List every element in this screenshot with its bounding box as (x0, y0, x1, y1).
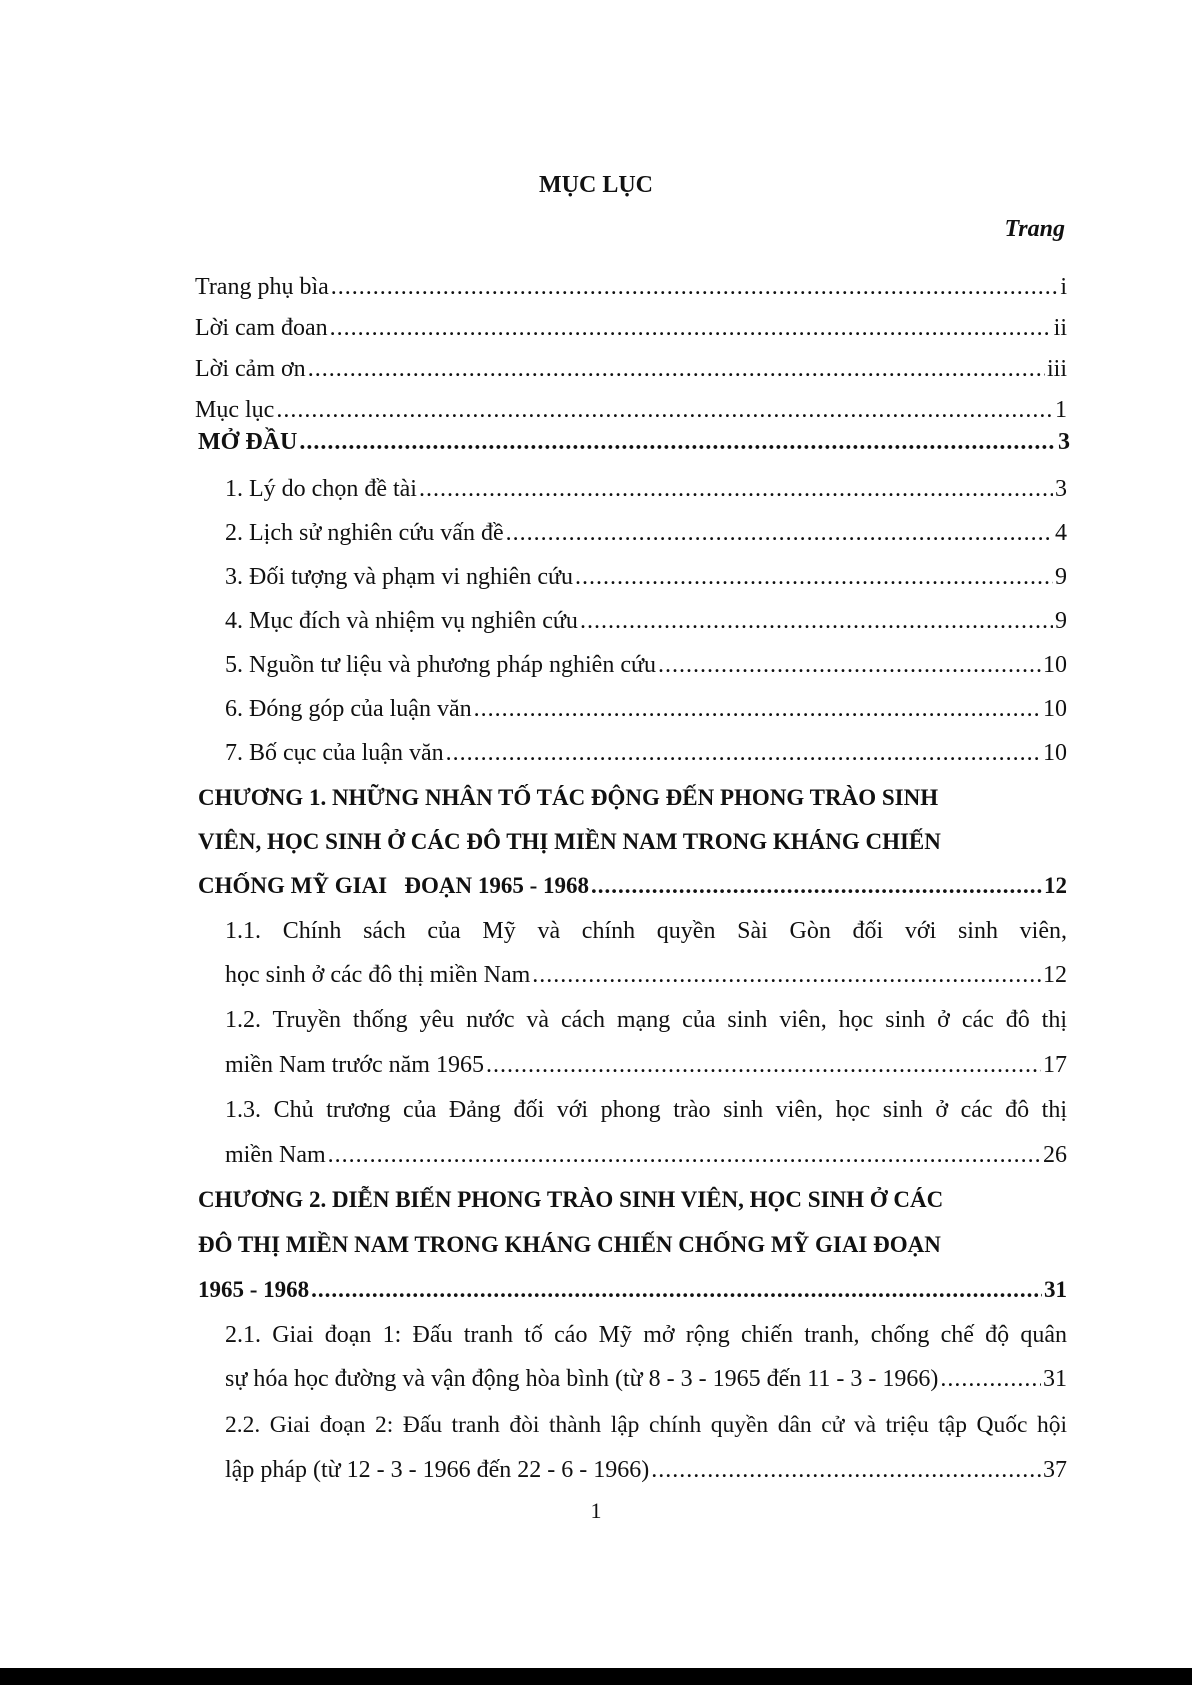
toc-subentry (225, 738, 1067, 768)
toc-entry-text: sự hóa học đường và vận động hòa bình (từ 8 - 3 - 1965 đến 11 - 3 - 1966) (225, 1366, 939, 1392)
toc-entry-text: 7. Bố cục của luận văn (225, 740, 444, 766)
toc-entry-front-matter (195, 313, 1067, 343)
dot-leader (419, 474, 1053, 504)
toc-chapter2-title-line3 (198, 1275, 1067, 1305)
toc-entry-page: 10 (1043, 652, 1067, 678)
toc-entry-text: 1965 - 1968 (198, 1277, 310, 1302)
toc-subentry (225, 1140, 1067, 1170)
toc-entry-text: 1. Lý do chọn đề tài (225, 476, 417, 502)
toc-entry-text: Mục lục (195, 397, 275, 423)
toc-entry-page: 26 (1043, 1142, 1067, 1168)
toc-entry-text: miền Nam (225, 1142, 326, 1168)
dot-leader (651, 1455, 1041, 1485)
toc-subentry (225, 960, 1067, 990)
toc-entry-page: 37 (1043, 1457, 1067, 1483)
toc-subentry-line1: 2.1. Giai đoạn 1: Đấu tranh tố cáo Mỹ mở rộng chiến tranh, chống chế độ quân (225, 1322, 1067, 1348)
toc-subentry (225, 606, 1067, 636)
toc-entry-text: Lời cảm ơn (195, 356, 306, 382)
toc-subentry-line1: 1.1. Chính sách của Mỹ và chính quyền Sài Gòn đối với sinh viên, (225, 918, 1067, 944)
toc-entry-front-matter (195, 272, 1067, 302)
toc-subentry-line1: 1.2. Truyền thống yêu nước và cách mạng của sinh viên, học sinh ở các đô thị (225, 1007, 1067, 1033)
toc-chapter2-title-line1: CHƯƠNG 2. DIỄN BIẾN PHONG TRÀO SINH VIÊN, HỌC SINH Ở CÁC (198, 1187, 944, 1212)
toc-entry-text: học sinh ở các đô thị miền Nam (225, 962, 531, 988)
dot-leader (940, 1364, 1041, 1394)
toc-entry-page: 12 (1043, 962, 1067, 988)
toc-entry-page: 12 (1044, 873, 1067, 898)
toc-entry-page: 9 (1055, 608, 1067, 634)
toc-entry-page: 3 (1058, 429, 1070, 455)
toc-entry-page: iii (1046, 356, 1067, 382)
toc-subentry-line1: 2.2. Giai đoạn 2: Đấu tranh đòi thành lập chính quyền dân cử và triệu tập Quốc hội (225, 1412, 1067, 1438)
toc-entry-front-matter (195, 354, 1067, 384)
toc-entry-page: 10 (1043, 696, 1067, 722)
toc-subentry (225, 518, 1067, 548)
dot-leader (299, 427, 1056, 457)
toc-entry-page: 3 (1055, 476, 1067, 502)
toc-subentry (225, 474, 1067, 504)
toc-entry-text: Trang phụ bìa (195, 274, 329, 300)
toc-entry-text: 2. Lịch sử nghiên cứu vấn đề (225, 520, 504, 546)
dot-leader (330, 313, 1052, 343)
dot-leader (331, 272, 1059, 302)
toc-entry-text: 5. Nguồn tư liệu và phương pháp nghiên cứu (225, 652, 656, 678)
toc-subentry (225, 650, 1067, 680)
dot-leader (658, 650, 1041, 680)
bottom-border-bar (0, 1668, 1192, 1685)
toc-title: MỤC LỤC (539, 172, 653, 198)
toc-entry-page: 31 (1044, 1277, 1067, 1302)
toc-entry-front-matter (195, 395, 1067, 425)
dot-leader (580, 606, 1053, 636)
toc-entry-text: lập pháp (từ 12 - 3 - 1966 đến 22 - 6 - 1966) (225, 1457, 650, 1483)
toc-entry-text: Lời cam đoan (195, 315, 328, 341)
toc-entry-text: miền Nam trước năm 1965 (225, 1052, 484, 1078)
dot-leader (446, 738, 1041, 768)
toc-subentry (225, 694, 1067, 724)
page-number: 1 (590, 1498, 602, 1523)
toc-subentry (225, 562, 1067, 592)
dot-leader (308, 354, 1045, 384)
toc-chapter1-title-line1: CHƯƠNG 1. NHỮNG NHÂN TỐ TÁC ĐỘNG ĐẾN PHONG TRÀO SINH (198, 785, 939, 810)
toc-entry-page: ii (1053, 315, 1067, 341)
toc-entry-page: 9 (1055, 564, 1067, 590)
toc-entry-text: 3. Đối tượng và phạm vi nghiên cứu (225, 564, 573, 590)
toc-entry-text: 6. Đóng góp của luận văn (225, 696, 472, 722)
dot-leader (328, 1140, 1041, 1170)
toc-entry-page: 17 (1043, 1052, 1067, 1078)
toc-subentry-line1: 1.3. Chủ trương của Đảng đối với phong trào sinh viên, học sinh ở các đô thị (225, 1097, 1067, 1123)
dot-leader (532, 960, 1041, 990)
toc-subentry (225, 1050, 1067, 1080)
toc-entry-page: 10 (1043, 740, 1067, 766)
dot-leader (486, 1050, 1041, 1080)
dot-leader (575, 562, 1053, 592)
toc-entry-page: 1 (1055, 397, 1067, 423)
toc-chapter2-title-line2: ĐÔ THỊ MIỀN NAM TRONG KHÁNG CHIẾN CHỐNG MỸ GIAI ĐOẠN (198, 1232, 941, 1257)
toc-entry-text: 4. Mục đích và nhiệm vụ nghiên cứu (225, 608, 578, 634)
toc-chapter1-title-line2: VIÊN, HỌC SINH Ở CÁC ĐÔ THỊ MIỀN NAM TRONG KHÁNG CHIẾN (198, 829, 941, 854)
dot-leader (276, 395, 1053, 425)
toc-chapter1-title-line3 (198, 871, 1067, 901)
toc-section-mo-dau (198, 427, 1070, 457)
dot-leader (506, 518, 1053, 548)
toc-entry-text: MỞ ĐẦU (198, 429, 298, 455)
page-column-label: Trang (1004, 216, 1065, 242)
dot-leader (591, 871, 1042, 901)
toc-entry-page: i (1060, 274, 1067, 300)
toc-subentry (225, 1455, 1067, 1485)
toc-entry-page: 4 (1055, 520, 1067, 546)
toc-entry-text: CHỐNG MỸ GIAI ĐOẠN 1965 - 1968 (198, 873, 589, 898)
toc-entry-page: 31 (1043, 1366, 1067, 1392)
dot-leader (311, 1275, 1042, 1305)
toc-subentry (225, 1364, 1067, 1394)
dot-leader (474, 694, 1041, 724)
